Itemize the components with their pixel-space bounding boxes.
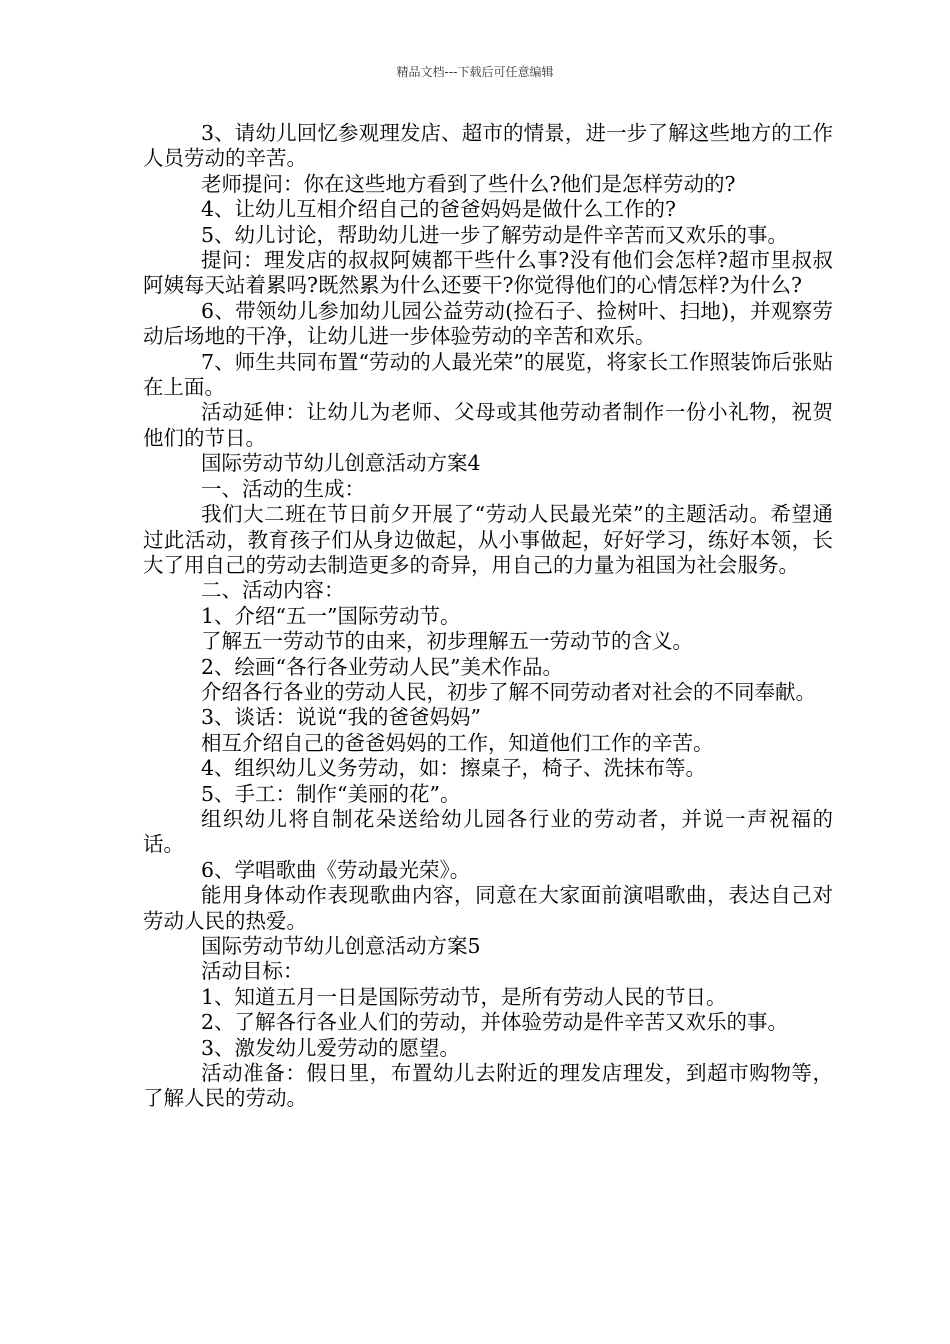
paragraph: 1、知道五月一日是国际劳动节，是所有劳动人民的节日。 xyxy=(201,984,727,1009)
document-body xyxy=(143,121,833,1112)
paragraph: 介绍各行各业的劳动人民，初步了解不同劳动者对社会的不同奉献。 xyxy=(201,679,816,704)
section-title: 国际劳动节幼儿创意活动方案4 xyxy=(201,451,481,476)
paragraph: 我们大二班在节日前夕开展了“劳动人民最光荣”的主题活动。希望通过此活动，教育孩子们从身边做起，从小事做起，好好学习，练好本领，长大了用自己的劳动去制造更多的奇异，用自己的力量为祖国为社会服务。 xyxy=(143,502,833,577)
paragraph: 了解五一劳动节的由来，初步理解五一劳动节的含义。 xyxy=(201,629,693,654)
paragraph: 7、师生共同布置“劳动的人最光荣”的展览，将家长工作照装饰后张贴在上面。 xyxy=(143,349,833,400)
paragraph: 4、组织幼儿义务劳动，如：擦桌子，椅子、洗抹布等。 xyxy=(201,756,707,781)
paragraph: 6、学唱歌曲《劳动最光荣》。 xyxy=(201,857,471,882)
paragraph: 相互介绍自己的爸爸妈妈的工作，知道他们工作的辛苦。 xyxy=(201,730,714,755)
paragraph: 5、幼儿讨论，帮助幼儿进一步了解劳动是件辛苦而又欢乐的事。 xyxy=(201,222,789,247)
paragraph: 组织幼儿将自制花朵送给幼儿园各行业的劳动者，并说一声祝福的话。 xyxy=(143,806,833,857)
paragraph: 2、绘画“各行各业劳动人民”美术作品。 xyxy=(201,654,564,679)
section-title: 国际劳动节幼儿创意活动方案5 xyxy=(201,934,481,958)
paragraph: 老师提问：你在这些地方看到了些什么?他们是怎样劳动的? xyxy=(201,171,736,196)
paragraph: 3、谈话：说说“我的爸爸妈妈” xyxy=(201,705,482,730)
paragraph: 4、让幼儿互相介绍自己的爸爸妈妈是做什么工作的? xyxy=(201,197,677,222)
paragraph: 6、带领幼儿参加幼儿园公益劳动(捡石子、捡树叶、扫地)，并观察劳动后场地的干净，让幼儿进一步体验劳动的辛苦和欢乐。 xyxy=(143,298,833,349)
paragraph: 提问：理发店的叔叔阿姨都干些什么事?没有他们会怎样?超市里叔叔阿姨每天站着累吗?既然累为什么还要干?你觉得他们的心情怎样?为什么? xyxy=(143,248,833,298)
paragraph: 2、了解各行各业人们的劳动，并体验劳动是件辛苦又欢乐的事。 xyxy=(201,1010,789,1035)
paragraph: 活动准备：假日里，布置幼儿去附近的理发店理发，到超市购物等，了解人民的劳动。 xyxy=(143,1061,833,1111)
paragraph: 1、介绍“五一”国际劳动节。 xyxy=(201,603,461,628)
page-header: 精品文档---下载后可任意编辑 xyxy=(396,65,554,79)
paragraph: 活动延伸：让幼儿为老师、父母或其他劳动者制作一份小礼物，祝贺他们的节日。 xyxy=(143,400,833,450)
paragraph: 5、手工：制作“美丽的花”。 xyxy=(201,781,461,806)
section-heading: 一、活动的生成： xyxy=(201,476,365,501)
section-heading: 二、活动内容： xyxy=(201,578,345,603)
paragraph: 3、激发幼儿爱劳动的愿望。 xyxy=(201,1035,461,1060)
paragraph: 3、请幼儿回忆参观理发店、超市的情景，进一步了解这些地方的工作人员劳动的辛苦。 xyxy=(143,121,833,171)
paragraph: 能用身体动作表现歌曲内容，同意在大家面前演唱歌曲，表达自己对劳动人民的热爱。 xyxy=(143,883,833,933)
section-heading: 活动目标： xyxy=(201,959,304,984)
